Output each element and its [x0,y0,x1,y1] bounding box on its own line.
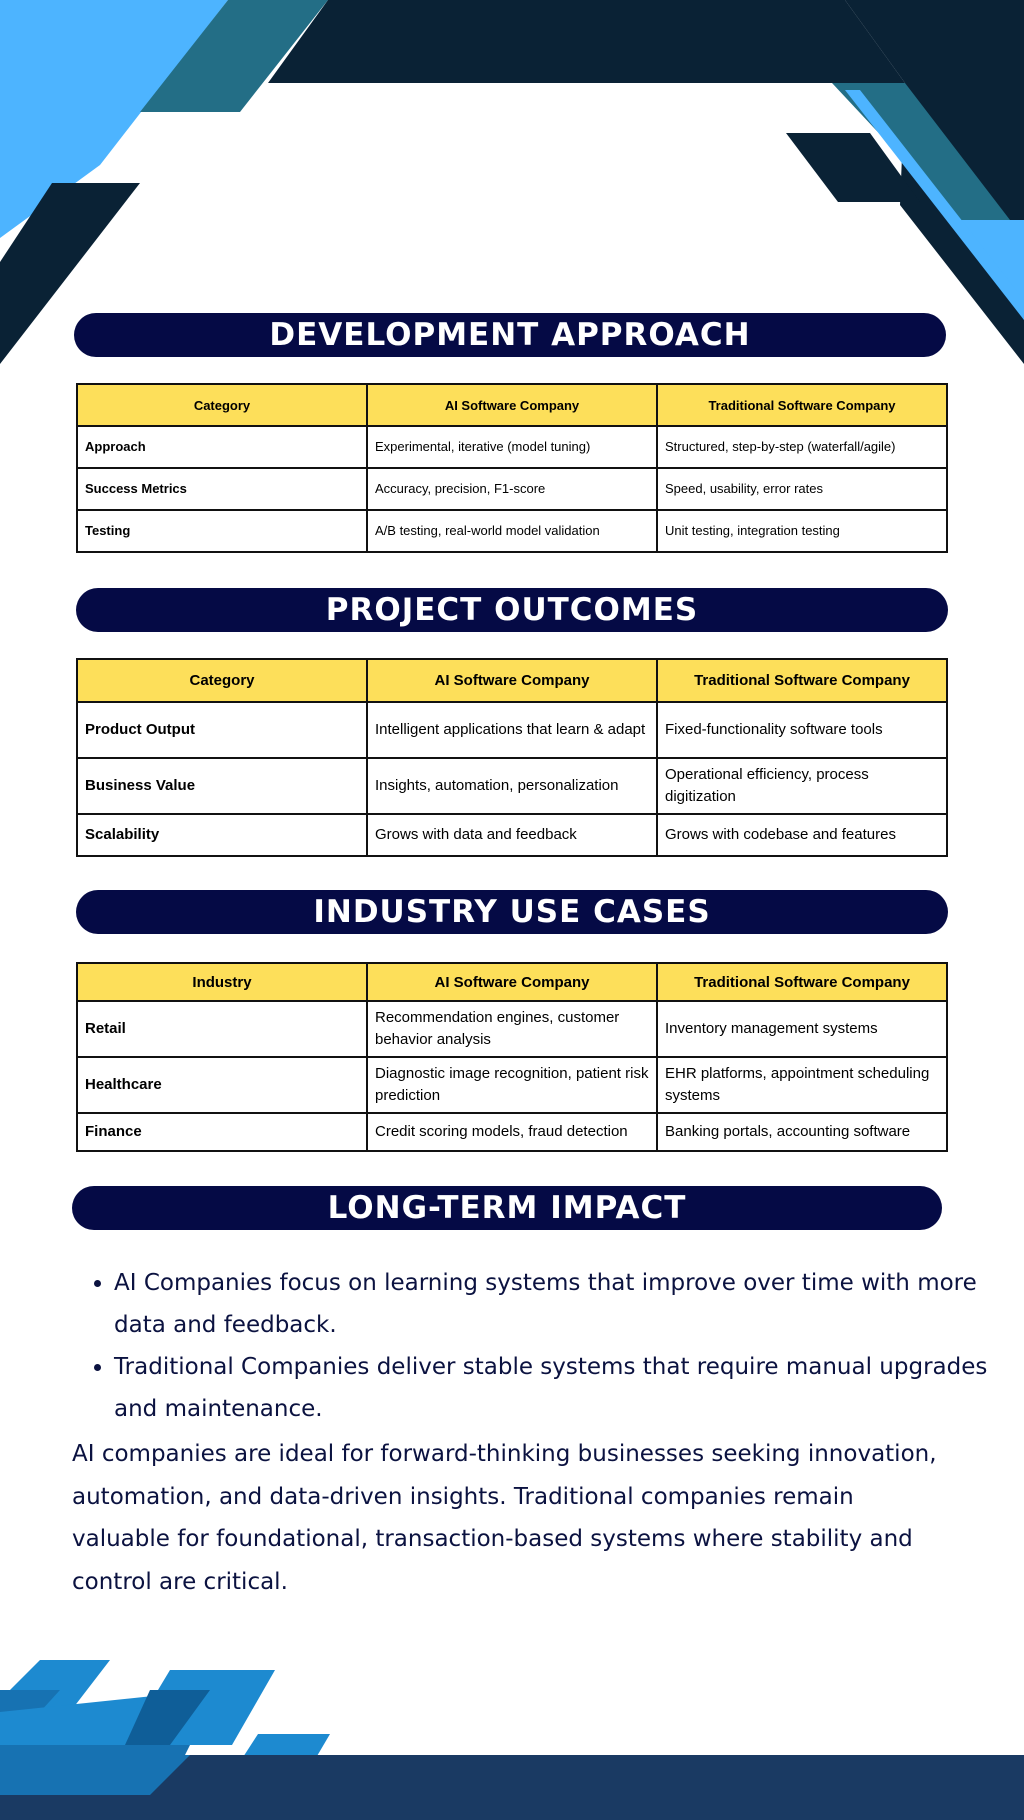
row-category: Product Output [77,702,367,758]
ai-cell: Credit scoring models, fraud detection [367,1113,657,1151]
section-title-long-term-impact: LONG-TERM IMPACT [72,1186,942,1230]
traditional-cell: Inventory management systems [657,1001,947,1057]
row-category: Business Value [77,758,367,814]
column-header: Traditional Software Company [657,963,947,1001]
project-outcomes-table [76,658,948,857]
traditional-cell: Operational efficiency, process digitization [657,758,947,814]
traditional-cell: Grows with codebase and features [657,814,947,856]
industry-use-cases-table [76,962,948,1152]
traditional-cell: EHR platforms, appointment scheduling systems [657,1057,947,1113]
development-approach-table [76,383,948,553]
table-row [77,510,947,552]
row-category: Scalability [77,814,367,856]
list-item: • AI Companies focus on learning systems that improve over time with more data and feedback. [114,1262,994,1346]
row-category: Finance [77,1113,367,1151]
traditional-cell: Fixed-functionality software tools [657,702,947,758]
table-row [77,702,947,758]
traditional-cell: Banking portals, accounting software [657,1113,947,1151]
column-header: AI Software Company [367,384,657,426]
row-category: Retail [77,1001,367,1057]
column-header: AI Software Company [367,659,657,702]
row-category: Approach [77,426,367,468]
conclusion-paragraph: AI companies are ideal for forward-thinking businesses seeking innovation, automation, and data-driven insights. Traditional companies remain valuable for foundational, transaction-based systems where stability and control are critical. [72,1441,937,1595]
ai-cell: Insights, automation, personalization [367,758,657,814]
ai-cell: Grows with data and feedback [367,814,657,856]
section-title-industry-use-cases: INDUSTRY USE CASES [76,890,948,934]
table-header-row [77,659,947,702]
ai-cell: Recommendation engines, customer behavior analysis [367,1001,657,1057]
ai-cell: Experimental, iterative (model tuning) [367,426,657,468]
table-row [77,1113,947,1151]
table-row [77,1001,947,1057]
section-title-development-approach: DEVELOPMENT APPROACH [74,313,946,357]
section-title-project-outcomes: PROJECT OUTCOMES [76,588,948,632]
column-header: AI Software Company [367,963,657,1001]
traditional-cell: Speed, usability, error rates [657,468,947,510]
column-header: Traditional Software Company [657,384,947,426]
column-header: Category [77,384,367,426]
column-header: Industry [77,963,367,1001]
ai-cell: Intelligent applications that learn & adapt [367,702,657,758]
traditional-cell: Structured, step-by-step (waterfall/agile) [657,426,947,468]
row-category: Healthcare [77,1057,367,1113]
table-row [77,426,947,468]
table-row [77,1057,947,1113]
table-header-row [77,963,947,1001]
impact-bullet-list [72,1262,994,1430]
table-header-row [77,384,947,426]
traditional-cell: Unit testing, integration testing [657,510,947,552]
column-header: Traditional Software Company [657,659,947,702]
decor-top-band [268,0,905,83]
column-header: Category [77,659,367,702]
table-row [77,468,947,510]
table-row [77,814,947,856]
list-item: • Traditional Companies deliver stable systems that require manual upgrades and maintenance. [114,1346,994,1430]
ai-cell: A/B testing, real-world model validation [367,510,657,552]
table-row [77,758,947,814]
ai-cell: Accuracy, precision, F1-score [367,468,657,510]
row-category: Testing [77,510,367,552]
row-category: Success Metrics [77,468,367,510]
ai-cell: Diagnostic image recognition, patient risk prediction [367,1057,657,1113]
